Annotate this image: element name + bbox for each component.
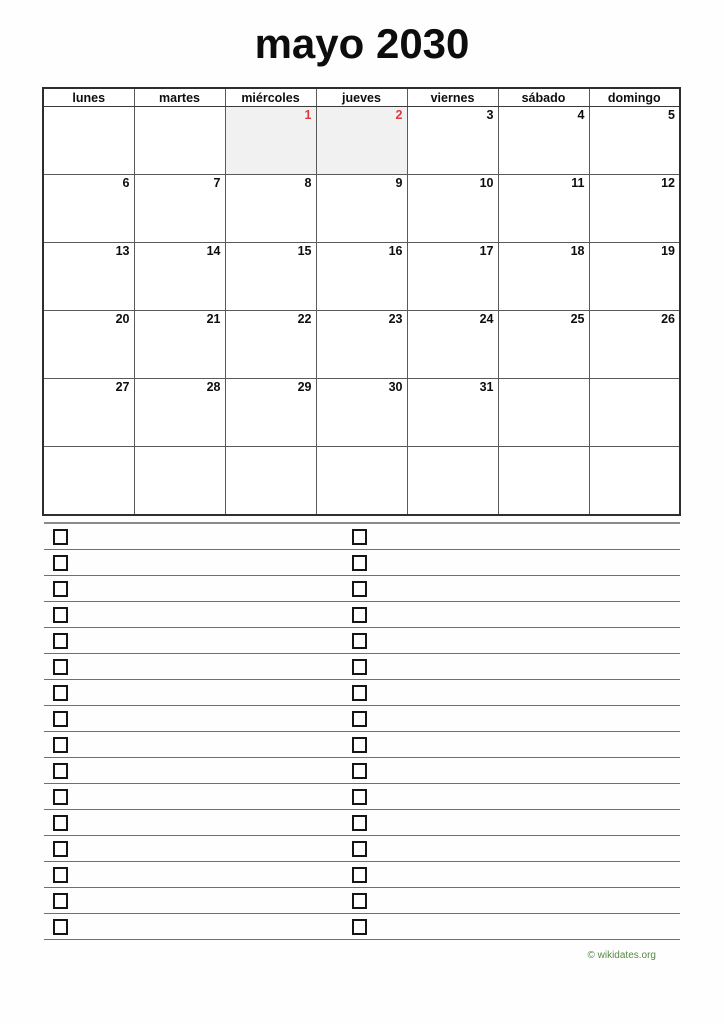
empty-checkbox-icon[interactable]: [53, 893, 68, 909]
calendar-table: [42, 87, 681, 516]
calendar-day-cell: [225, 379, 316, 447]
checklist-row: [44, 602, 680, 628]
empty-checkbox-icon[interactable]: [53, 841, 68, 857]
calendar-day-cell: [225, 311, 316, 379]
calendar-day-cell: [589, 379, 680, 447]
day-number: 27: [115, 380, 130, 394]
calendar-week-row: [43, 175, 680, 243]
empty-checkbox-icon[interactable]: [53, 633, 68, 649]
day-number: 2: [395, 108, 403, 122]
empty-checkbox-icon[interactable]: [53, 581, 68, 597]
day-number: 28: [206, 380, 221, 394]
day-number: 26: [661, 312, 675, 326]
empty-checkbox-icon[interactable]: [352, 529, 367, 545]
checklist-row: [44, 654, 680, 680]
calendar-day-cell: [316, 243, 407, 311]
calendar-day-cell: [43, 175, 134, 243]
empty-checkbox-icon[interactable]: [352, 737, 367, 753]
empty-checkbox-icon[interactable]: [53, 555, 68, 571]
day-number: 11: [571, 176, 585, 190]
empty-checkbox-icon[interactable]: [53, 919, 68, 935]
calendar-day-cell: [43, 107, 134, 175]
checklist-row: [44, 888, 680, 914]
calendar-week-row: [43, 379, 680, 447]
weekday-header: miércoles: [225, 88, 316, 107]
empty-checkbox-icon[interactable]: [53, 763, 68, 779]
calendar-day-cell: [225, 243, 316, 311]
calendar-day-cell: [225, 107, 316, 175]
calendar-day-cell: [407, 447, 498, 516]
empty-checkbox-icon[interactable]: [53, 529, 68, 545]
weekday-header: domingo: [589, 88, 680, 107]
calendar-day-cell: [316, 447, 407, 516]
checklist-row: [44, 576, 680, 602]
empty-checkbox-icon[interactable]: [352, 763, 367, 779]
calendar-day-cell: [589, 107, 680, 175]
empty-checkbox-icon[interactable]: [352, 659, 367, 675]
calendar-week-row: [43, 311, 680, 379]
empty-checkbox-icon[interactable]: [53, 737, 68, 753]
checklist-row: [44, 732, 680, 758]
checklist-row: [44, 524, 680, 550]
day-number: 14: [206, 244, 221, 258]
calendar-day-cell: [134, 447, 225, 516]
day-number: 4: [577, 108, 585, 122]
day-number: 19: [661, 244, 675, 258]
calendar-day-cell: [43, 243, 134, 311]
weekday-header: lunes: [43, 88, 134, 107]
day-number: 15: [297, 244, 312, 258]
checklist-row: [44, 628, 680, 654]
checklist-row: [44, 680, 680, 706]
empty-checkbox-icon[interactable]: [352, 815, 367, 831]
calendar-day-cell: [498, 311, 589, 379]
empty-checkbox-icon[interactable]: [352, 711, 367, 727]
copyright-credit: © wikidates.org: [587, 950, 656, 961]
weekday-header-row: [43, 88, 680, 107]
day-number: 20: [115, 312, 130, 326]
calendar-day-cell: [498, 175, 589, 243]
page-title: mayo 2030: [254, 20, 470, 67]
calendar-day-cell: [498, 379, 589, 447]
calendar-day-cell: [407, 243, 498, 311]
calendar-day-cell: [43, 447, 134, 516]
empty-checkbox-icon[interactable]: [53, 789, 68, 805]
calendar-week-row: [43, 243, 680, 311]
day-number: 13: [115, 244, 130, 258]
calendar-day-cell: [589, 311, 680, 379]
day-number: 5: [668, 108, 675, 122]
day-number: 24: [479, 312, 494, 326]
checklist-row: [44, 914, 680, 940]
empty-checkbox-icon[interactable]: [53, 607, 68, 623]
calendar-week-row: [43, 447, 680, 516]
checklist-row: [44, 836, 680, 862]
calendar-week-row: [43, 107, 680, 175]
calendar-day-cell: [316, 379, 407, 447]
day-number: 9: [395, 176, 403, 190]
empty-checkbox-icon[interactable]: [53, 659, 68, 675]
day-number: 16: [388, 244, 403, 258]
calendar-day-cell: [407, 107, 498, 175]
calendar-day-cell: [134, 175, 225, 243]
checklist-row: [44, 706, 680, 732]
calendar-day-cell: [498, 107, 589, 175]
empty-checkbox-icon[interactable]: [352, 555, 367, 571]
checklist-row: [44, 810, 680, 836]
calendar-day-cell: [407, 311, 498, 379]
checklist-row: [44, 550, 680, 576]
day-number: 18: [570, 244, 585, 258]
day-number: 31: [479, 380, 494, 394]
calendar-day-cell: [134, 379, 225, 447]
calendar-day-cell: [407, 175, 498, 243]
checklist-row: [44, 784, 680, 810]
calendar-day-cell: [43, 311, 134, 379]
empty-checkbox-icon[interactable]: [352, 685, 367, 701]
day-number: 25: [570, 312, 585, 326]
day-number: 10: [479, 176, 494, 190]
empty-checkbox-icon[interactable]: [352, 607, 367, 623]
empty-checkbox-icon[interactable]: [53, 815, 68, 831]
weekday-header: jueves: [316, 88, 407, 107]
day-number: 17: [479, 244, 494, 258]
calendar-day-cell: [316, 107, 407, 175]
day-number: 3: [486, 108, 494, 122]
calendar-day-cell: [498, 243, 589, 311]
calendar-day-cell: [316, 175, 407, 243]
weekday-header: viernes: [407, 88, 498, 107]
checklist-row: [44, 758, 680, 784]
calendar-day-cell: [134, 311, 225, 379]
day-number: 8: [304, 176, 312, 190]
empty-checkbox-icon[interactable]: [53, 867, 68, 883]
empty-checkbox-icon[interactable]: [352, 867, 367, 883]
calendar-day-cell: [225, 447, 316, 516]
calendar-day-cell: [589, 175, 680, 243]
empty-checkbox-icon[interactable]: [352, 841, 367, 857]
calendar-day-cell: [225, 175, 316, 243]
calendar-day-cell: [589, 447, 680, 516]
empty-checkbox-icon[interactable]: [352, 893, 367, 909]
checklist-row: [44, 862, 680, 888]
day-number: 29: [297, 380, 312, 394]
empty-checkbox-icon[interactable]: [352, 789, 367, 805]
empty-checkbox-icon[interactable]: [352, 581, 367, 597]
day-number: 1: [304, 108, 312, 122]
day-number: 21: [206, 312, 221, 326]
weekday-header: martes: [134, 88, 225, 107]
empty-checkbox-icon[interactable]: [352, 633, 367, 649]
weekday-header: sábado: [498, 88, 589, 107]
day-number: 23: [388, 312, 403, 326]
calendar-day-cell: [134, 107, 225, 175]
day-number: 7: [213, 176, 221, 190]
calendar-day-cell: [498, 447, 589, 516]
day-number: 6: [122, 176, 130, 190]
empty-checkbox-icon[interactable]: [352, 919, 367, 935]
day-number: 30: [388, 380, 403, 394]
checklist: [44, 522, 680, 940]
day-number: 12: [661, 176, 675, 190]
calendar-day-cell: [134, 243, 225, 311]
empty-checkbox-icon[interactable]: [53, 711, 68, 727]
calendar-day-cell: [589, 243, 680, 311]
calendar-day-cell: [43, 379, 134, 447]
empty-checkbox-icon[interactable]: [53, 685, 68, 701]
day-number: 22: [297, 312, 312, 326]
calendar-day-cell: [316, 311, 407, 379]
calendar-day-cell: [407, 379, 498, 447]
